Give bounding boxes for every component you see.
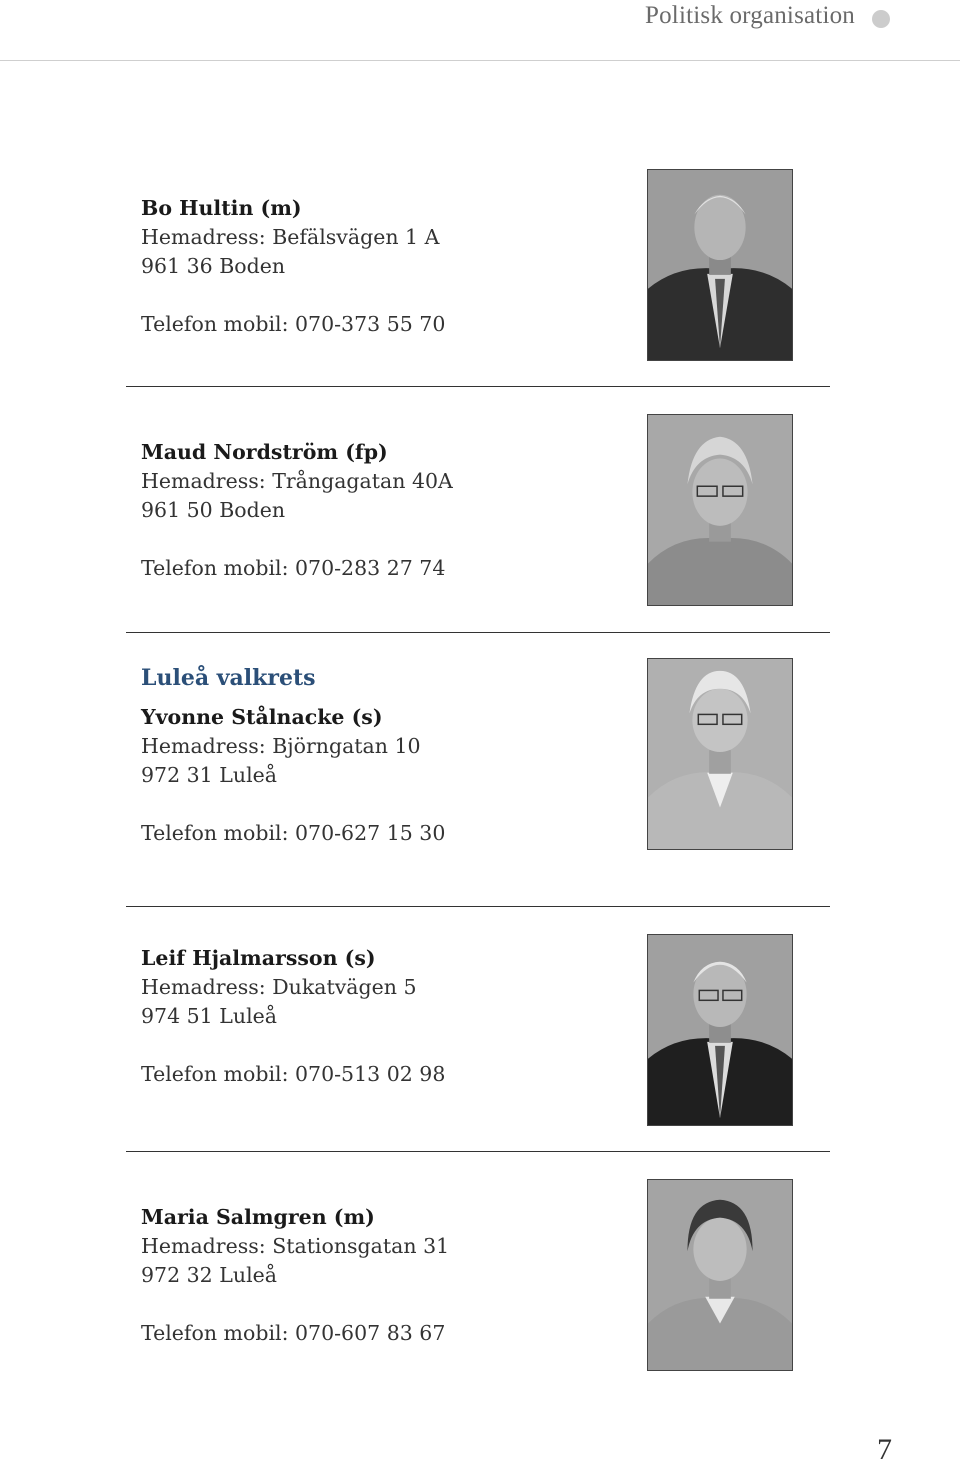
portrait-photo bbox=[647, 934, 793, 1126]
section-divider bbox=[126, 386, 830, 387]
person-entry bbox=[141, 664, 621, 848]
person-city: 961 50 Boden bbox=[141, 498, 286, 522]
person-phone: Telefon mobil: 070-513 02 98 bbox=[141, 1062, 446, 1086]
person-name: Maud Nordström (fp) bbox=[141, 440, 388, 464]
section-heading: Luleå valkrets bbox=[141, 665, 316, 691]
header-title: Politisk organisation bbox=[645, 2, 855, 29]
section-divider bbox=[126, 1151, 830, 1152]
person-entry bbox=[141, 1203, 621, 1348]
portrait-photo bbox=[647, 414, 793, 606]
person-phone: Telefon mobil: 070-283 27 74 bbox=[141, 556, 446, 580]
person-entry bbox=[141, 438, 621, 583]
section-divider bbox=[126, 906, 830, 907]
person-name: Maria Salmgren (m) bbox=[141, 1205, 375, 1229]
person-name: Leif Hjalmarsson (s) bbox=[141, 946, 376, 970]
person-address: Hemadress: Trångagatan 40A bbox=[141, 469, 453, 493]
person-address: Hemadress: Björngatan 10 bbox=[141, 734, 421, 758]
person-name: Yvonne Stålnacke (s) bbox=[141, 705, 383, 729]
page-number: 7 bbox=[877, 1433, 892, 1466]
portrait-photo bbox=[647, 169, 793, 361]
portrait-photo bbox=[647, 658, 793, 850]
person-address: Hemadress: Stationsgatan 31 bbox=[141, 1234, 450, 1258]
section-divider bbox=[126, 632, 830, 633]
person-phone: Telefon mobil: 070-607 83 67 bbox=[141, 1321, 446, 1345]
person-address: Hemadress: Befälsvägen 1 A bbox=[141, 225, 440, 249]
portrait-photo bbox=[647, 1179, 793, 1371]
bullet-dot-icon bbox=[872, 10, 890, 28]
person-entry bbox=[141, 194, 621, 339]
person-entry bbox=[141, 944, 621, 1089]
person-city: 972 31 Luleå bbox=[141, 763, 277, 787]
person-phone: Telefon mobil: 070-627 15 30 bbox=[141, 821, 446, 845]
person-city: 974 51 Luleå bbox=[141, 1004, 277, 1028]
person-address: Hemadress: Dukatvägen 5 bbox=[141, 975, 417, 999]
person-name: Bo Hultin (m) bbox=[141, 196, 302, 220]
person-city: 972 32 Luleå bbox=[141, 1263, 277, 1287]
person-city: 961 36 Boden bbox=[141, 254, 286, 278]
person-phone: Telefon mobil: 070-373 55 70 bbox=[141, 312, 446, 336]
page-header bbox=[0, 0, 960, 61]
